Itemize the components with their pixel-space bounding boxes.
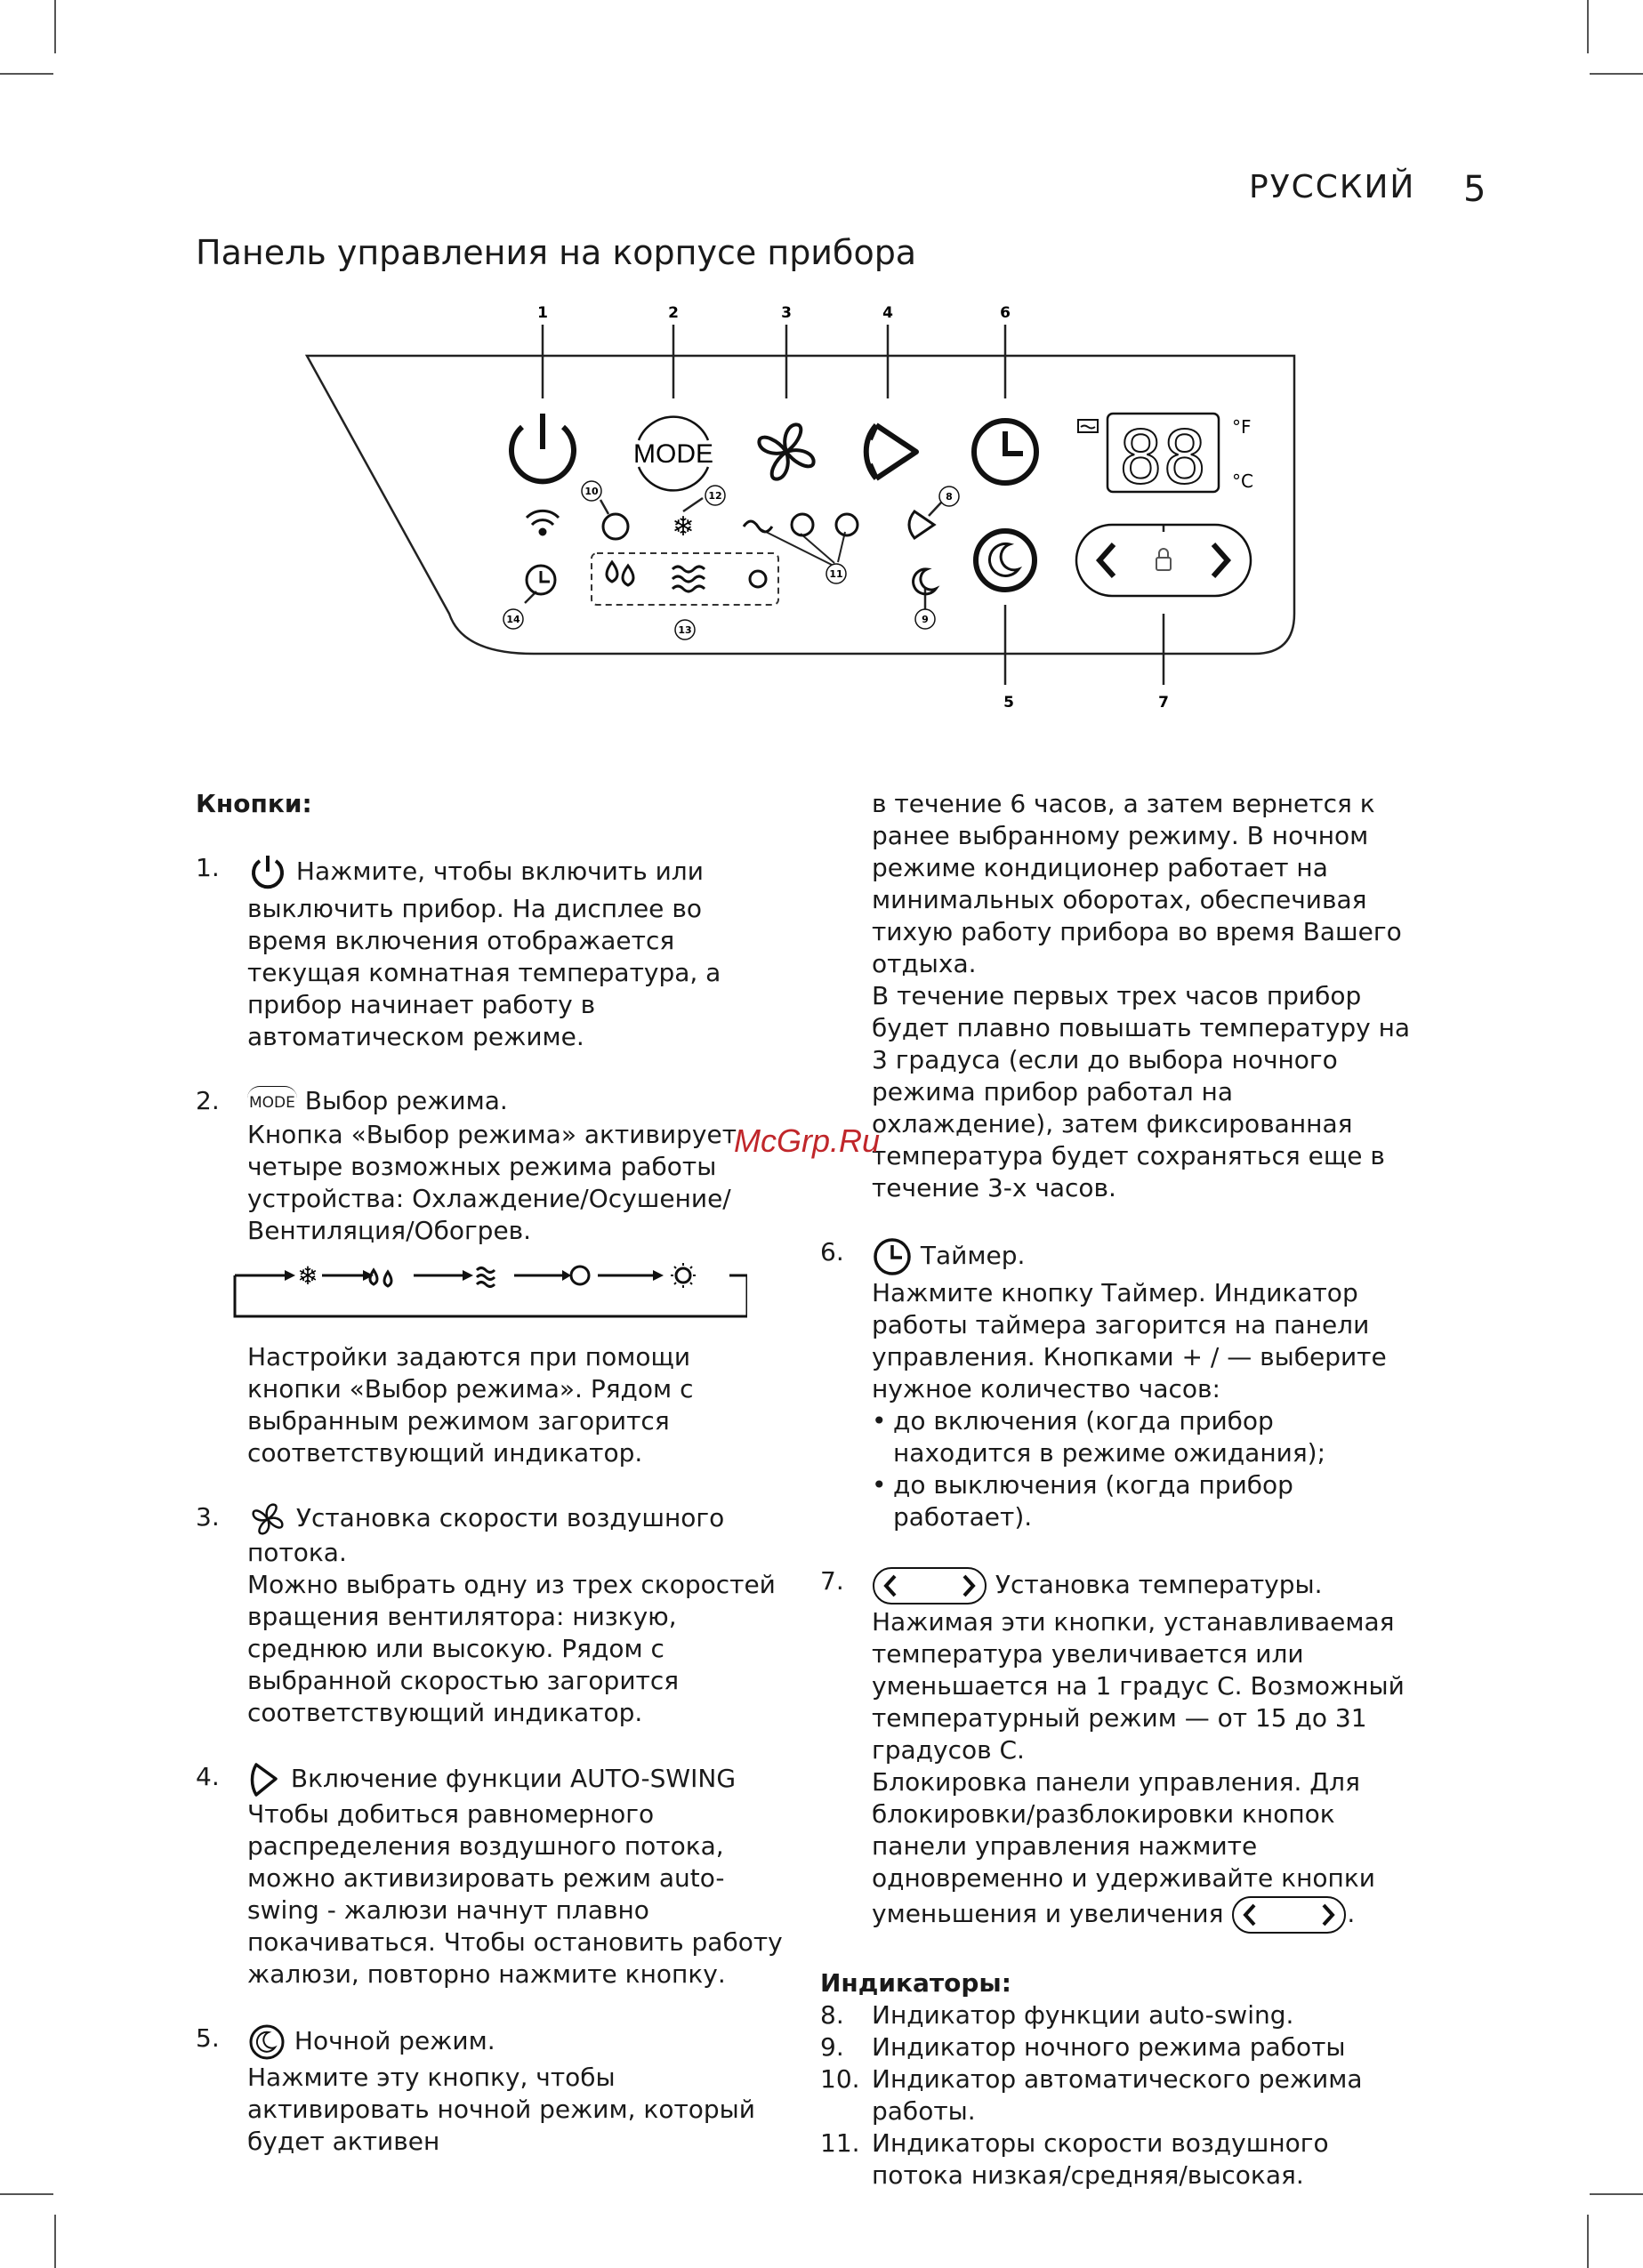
timer-icon	[872, 1236, 913, 1277]
clock-indicator-icon	[527, 566, 555, 594]
swing-icon	[247, 1761, 283, 1798]
auto-mode-indicator-icon	[603, 514, 628, 539]
item-text: Кнопка «Выбор режима» активирует четыре возможных режима работы устройства: Охлаждение/Осушение/Вентиляция/Обогрев.	[247, 1119, 737, 1245]
indicator-item	[820, 2063, 1411, 2127]
night-button-graphic	[976, 531, 1035, 590]
crop-mark	[1587, 0, 1589, 53]
callout-4: 4	[882, 304, 893, 322]
page-number: 5	[1463, 169, 1486, 210]
button-item-3	[196, 1501, 783, 1729]
button-item-7	[820, 1565, 1411, 1935]
bullet-item: • до включения (когда прибор находится в режиме ожидания);	[872, 1405, 1411, 1469]
item-number: 9.	[820, 2032, 844, 2062]
power-button-graphic	[511, 414, 574, 481]
lock-text: Блокировка панели управления. Для блокировки/разблокировки кнопок панели управления нажмите одновременно и удерживайте кнопки уменьшения и увеличения	[872, 1767, 1375, 1928]
callout-9: 9	[922, 614, 929, 625]
item-text: Нажмите эту кнопку, чтобы активировать ночной режим, который будет активен	[247, 2062, 755, 2156]
callout-2: 2	[668, 304, 679, 322]
snowflake-indicator-icon: ❄	[672, 511, 695, 543]
lock-icon	[1156, 549, 1171, 570]
item-text-2: Настройки задаются при помощи кнопки «Выбор режима». Рядом с выбранным режимом загорится соответствующий индикатор.	[247, 1341, 694, 1468]
crop-mark	[54, 2215, 56, 2268]
header-language: РУССКИЙ	[1249, 169, 1416, 205]
callout-10: 10	[584, 486, 599, 497]
power-icon	[247, 852, 288, 893]
left-column	[196, 788, 783, 2158]
indicator-item	[820, 1999, 1411, 2031]
item-head: Ночной режим.	[294, 2025, 495, 2055]
timer-button-graphic	[974, 421, 1036, 483]
watermark: McGrp.Ru	[734, 1122, 881, 1159]
button-item-5-continued	[820, 788, 1411, 1204]
dry-indicator-icon	[607, 562, 633, 585]
mode-icon: MODE	[247, 1086, 297, 1119]
page-title: Панель управления на корпусе прибора	[196, 233, 917, 272]
item-number: 1.	[196, 853, 220, 882]
item-text: Можно выбрать одну из трех скоростей вращения вентилятора: низкую, среднюю или высокую. Рядом с выбранной скоростью загорится соответствующий индикатор.	[247, 1569, 776, 1727]
crop-mark	[54, 0, 56, 53]
item-head: Выбор режима.	[304, 1086, 508, 1115]
display-digits: 88	[1118, 416, 1207, 501]
item-text: Нажмите, чтобы включить или выключить прибор. На дисплее во время включения отображается текущая комнатная температура, а прибор начинает работу в автоматическом режиме.	[247, 857, 721, 1051]
item-head: Установка температуры.	[995, 1570, 1323, 1599]
item-text-2	[872, 1766, 1411, 1935]
wifi-icon	[527, 511, 559, 535]
item-text: в течение 6 часов, а затем вернется к ранее выбранному режиму. В ночном режиме кондиционер работает на минимальных оборотах, обеспечивая тихую работу прибора во время Вашего отдыха.	[872, 789, 1402, 978]
item-head: Включение функции AUTO-SWING	[290, 1763, 737, 1793]
water-tank-icon	[1078, 420, 1098, 432]
item-number: 5.	[196, 2023, 220, 2053]
bullet-item: • до выключения (когда прибор работает).	[872, 1469, 1411, 1533]
item-number: 6.	[820, 1237, 844, 1267]
mode-label: MODE	[633, 439, 713, 469]
right-column	[820, 788, 1411, 2192]
item-number: 8.	[820, 2000, 844, 2030]
unit-fahrenheit: °F	[1232, 416, 1252, 438]
mode-cycle-diagram	[231, 1263, 747, 1325]
item-head: Установка скорости воздушного потока.	[247, 1502, 725, 1567]
temperature-buttons-icon	[1231, 1894, 1347, 1935]
night-mode-icon	[247, 2023, 286, 2062]
item-text-2: В течение первых трех часов прибор будет плавно повышать температуру на 3 градуса (если до выбора ночного режима прибор работал на охлаждение), затем фиксированная температура будет сохраняться еще в течение 3-х часов.	[872, 981, 1411, 1202]
indicator-item	[820, 2031, 1411, 2063]
button-item-4	[196, 1761, 783, 1991]
svg-text:❄: ❄	[297, 1262, 318, 1291]
item-number: 2.	[196, 1086, 220, 1115]
callout-1: 1	[537, 304, 548, 322]
item-text: Индикатор автоматического режима работы.	[872, 2064, 1363, 2126]
item-number: 4.	[196, 1761, 220, 1791]
sentence-end: .	[1347, 1899, 1356, 1928]
panel-outline	[307, 356, 1294, 654]
control-panel-diagram	[0, 294, 1643, 720]
button-item-1	[196, 852, 783, 1053]
item-number: 10.	[820, 2064, 860, 2094]
indicators-heading: Индикаторы:	[820, 1968, 1011, 1998]
fan-icon	[247, 1501, 288, 1537]
fan-icon	[759, 424, 813, 479]
item-text: Индикатор ночного режима работы	[872, 2032, 1346, 2062]
callout-14: 14	[506, 614, 520, 625]
callout-7: 7	[1158, 694, 1169, 712]
buttons-heading: Кнопки:	[196, 789, 312, 818]
item-number: 11.	[820, 2128, 860, 2158]
callout-12: 12	[708, 490, 722, 502]
item-text: Индикатор функции auto-swing.	[872, 2000, 1294, 2030]
item-text: Чтобы добиться равномерного распределения воздушного потока, можно активизировать режим auto-swing - жалюзи начнут плавно покачиваться. Чтобы остановить работу жалюзи, повторно нажмите кнопку.	[247, 1798, 783, 1989]
callout-5: 5	[1003, 694, 1014, 712]
heat-indicator-icon	[750, 571, 766, 587]
item-number: 3.	[196, 1501, 220, 1532]
temperature-buttons-icon	[872, 1565, 987, 1606]
callout-13: 13	[678, 624, 692, 636]
item-head: Таймер.	[920, 1241, 1026, 1270]
swing-icon	[866, 425, 916, 479]
callout-8: 8	[946, 491, 953, 503]
vent-indicator-icon	[673, 567, 705, 591]
crop-mark	[1587, 2215, 1589, 2268]
button-item-2	[196, 1085, 783, 1469]
item-number: 7.	[820, 1566, 844, 1596]
button-item-6	[820, 1236, 1411, 1533]
callout-11: 11	[829, 568, 843, 580]
crop-mark	[0, 2193, 53, 2195]
crop-mark	[0, 73, 53, 75]
crop-mark	[1590, 2193, 1643, 2195]
callout-3: 3	[781, 304, 792, 322]
callout-6: 6	[1000, 304, 1011, 322]
item-text: Нажимая эти кнопки, устанавливаемая температура увеличивается или уменьшается на 1 градус С. Возможный температурный режим — от 15 до 31 градусов С.	[872, 1607, 1405, 1765]
item-text: Индикаторы скорости воздушного потока низкая/средняя/высокая.	[872, 2128, 1329, 2190]
button-item-5	[196, 2023, 783, 2158]
unit-celsius: °C	[1232, 470, 1253, 492]
crop-mark	[1590, 73, 1643, 75]
indicator-item	[820, 2127, 1411, 2192]
item-text: Нажмите кнопку Таймер. Индикатор работы таймера загорится на панели управления. Кнопками + / — выберите нужное количество часов:	[872, 1278, 1387, 1403]
fan-speed-indicators	[744, 514, 858, 535]
